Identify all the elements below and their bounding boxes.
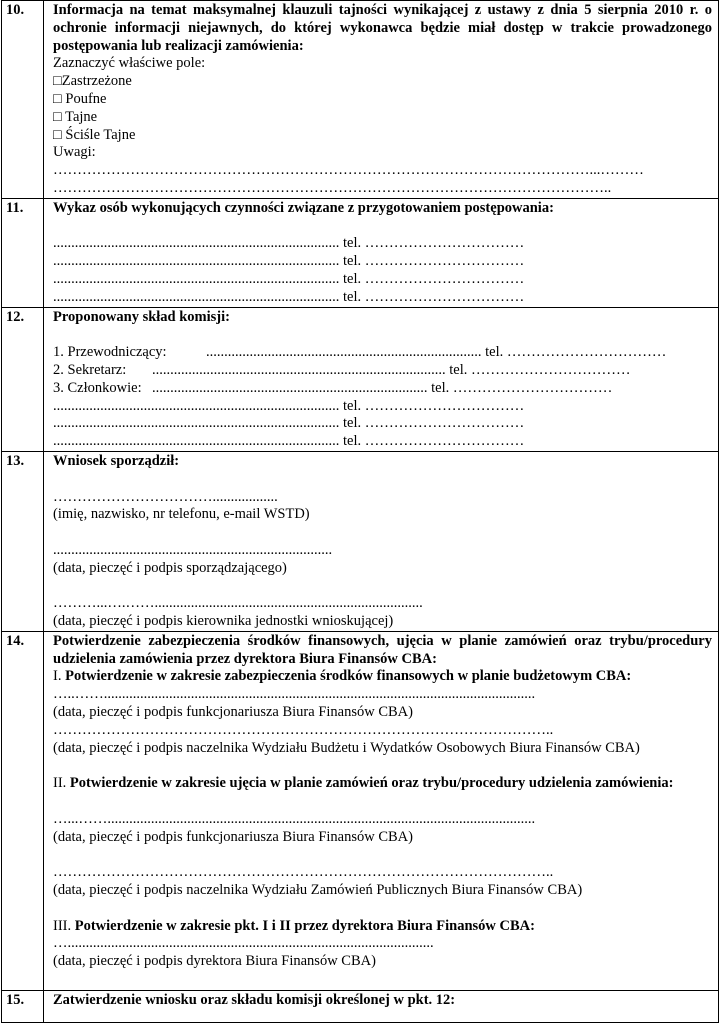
signature-line[interactable]: ………………………………………………………………………………………….. [53,721,554,738]
part-1-number: I. [53,668,62,685]
section-15-row [2,990,719,1022]
signature-caption: (data, pieczęć i podpis sporządzającego) [53,559,287,576]
section-title: Informacja na temat maksymalnej klauzuli tajności wynikającej z ustawy z dnia 5 sierpnia 2010 r. o ochronie informacji niejawnych, do której wykonawca będzie miał dostęp w trakcie prowadzonego postępowania lub realizacji zamówienia: [53,2,712,54]
signature-line[interactable]: …...……...................................................................................................................... [53,810,536,827]
committee-members-dots: ............................................................................ tel. …………………………… [152,379,613,396]
remarks-line[interactable]: …………………………………………………………………………………………………...……… [53,162,644,179]
section-13-content [44,451,719,631]
signature-caption: (data, pieczęć i podpis naczelnika Wydziału Zamówień Publicznych Biura Finansów CBA) [53,882,583,899]
committee-secretary-label: 2. Sekretarz: [53,361,127,378]
signature-caption: (data, pieczęć i podpis dyrektora Biura Finansów CBA) [53,953,376,970]
section-number: 15. [2,990,44,1022]
signature-caption: (data, pieczęć i podpis kierownika jednostki wnioskującej) [53,613,394,630]
person-line[interactable]: ............................................................................... tel. …………………………… [53,253,525,270]
committee-members-label: 3. Członkowie: [53,379,142,396]
section-number: 14. [2,631,44,990]
committee-chair-dots: ............................................................................ tel. …………………………… [206,344,667,361]
signature-caption: (data, pieczęć i podpis funkcjonariusza Biura Finansów CBA) [53,704,413,721]
checkbox-option-restricted[interactable]: □Zastrzeżone [53,73,132,90]
member-line[interactable]: ............................................................................... tel. …………………………… [53,415,525,432]
section-15-content [44,990,719,1022]
signature-line[interactable]: ………...….…….......................................................................... [53,595,423,612]
part-3-title: Potwierdzenie w zakresie pkt. I i II przez dyrektora Biura Finansów CBA: [74,917,535,934]
section-title: Wykaz osób wykonujących czynności związane z przygotowaniem postępowania: [53,199,554,216]
section-number: 13. [2,451,44,631]
part-2-title: Potwierdzenie w zakresie ujęcia w planie zamówień oraz trybu/procedury udzielenia zamówienia: [69,775,674,792]
part-3-number: III. [53,917,72,934]
person-line[interactable]: ............................................................................... tel. …………………………… [53,288,525,305]
instruction-text: Zaznaczyć właściwe pole: [53,55,206,72]
part-1-title: Potwierdzenie w zakresie zabezpieczenia środków finansowych w planie budżetowym CBA: [65,668,632,685]
section-title: Proponowany skład komisji: [53,308,230,325]
section-13-row [2,451,719,631]
committee-members-line[interactable] [53,380,712,398]
signature-line[interactable]: …..................................................................................................... [53,935,434,952]
remarks-label: Uwagi: [53,144,96,161]
section-14-row [2,631,719,990]
signature-caption: (data, pieczęć i podpis funkcjonariusza Biura Finansów CBA) [53,828,413,845]
signature-caption: (imię, nazwisko, nr telefonu, e-mail WSTD) [53,506,310,523]
section-12-content [44,307,719,451]
section-14-content [44,631,719,990]
section-10-row [2,1,719,199]
person-line[interactable]: ............................................................................... tel. …………………………… [53,270,525,287]
signature-line[interactable]: …..……....................................................................................................................... [53,686,536,703]
section-number: 12. [2,307,44,451]
signature-line[interactable]: …………………………….................. [53,488,278,505]
person-line[interactable]: ............................................................................... tel. …………………………… [53,235,525,252]
committee-secretary-dots: ................................................................................. tel. …………………………… [152,361,631,378]
section-title: Zatwierdzenie wniosku oraz składu komisji określonej w pkt. 12: [53,991,456,1008]
checkbox-option-confidential[interactable]: □ Poufne [53,90,107,107]
application-form-table [1,0,719,1023]
section-title: Wniosek sporządził: [53,452,180,469]
section-11-row [2,198,719,307]
signature-line[interactable]: ............................................................................. [53,541,333,558]
part-2-number: II. [53,775,67,792]
committee-chair-label: 1. Przewodniczący: [53,344,167,361]
section-number: 10. [2,1,44,199]
committee-chair-line[interactable] [53,344,712,362]
remarks-line[interactable]: …………………………………………………………………………………………………….. [53,179,612,196]
signature-caption: (data, pieczęć i podpis naczelnika Wydziału Budżetu i Wydatków Osobowych Biura Finansów CBA) [53,739,640,756]
signature-line[interactable]: ………………………………………………………………………………………….. [53,864,554,881]
checkbox-option-top-secret[interactable]: □ Ściśle Tajne [53,126,136,143]
section-12-row [2,307,719,451]
member-line[interactable]: ............................................................................... tel. …………………………… [53,433,525,450]
section-number: 11. [2,198,44,307]
section-title: Potwierdzenie zabezpieczenia środków finansowych, ujęcia w planie zamówień oraz trybu/procedury udzielenia zamówienia przez dyrektora Biura Finansów CBA: [53,632,712,667]
section-10-content [44,1,719,199]
member-line[interactable]: ............................................................................... tel. …………………………… [53,397,525,414]
committee-secretary-line[interactable] [53,362,712,380]
section-11-content [44,198,719,307]
checkbox-option-secret[interactable]: □ Tajne [53,108,98,125]
